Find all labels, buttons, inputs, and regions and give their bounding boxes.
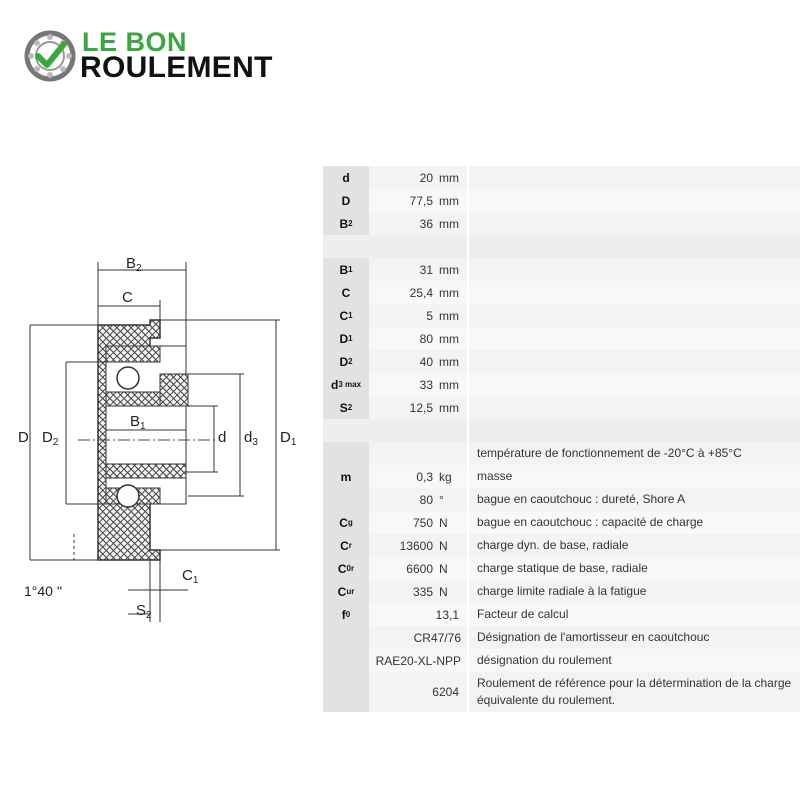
spec-unit: °: [439, 492, 444, 507]
spec-symbol-letter: B: [339, 216, 349, 231]
spec-symbol-subscript: r: [348, 541, 352, 550]
spec-value-cell: [369, 442, 467, 465]
spec-symbol-letter: S: [339, 400, 348, 415]
spec-symbol-subscript: 0r: [346, 564, 355, 573]
spec-value-cell: [369, 212, 467, 235]
spec-description: Désignation de l'amortisseur en caoutchouc: [469, 626, 800, 649]
spec-unit: mm: [439, 308, 459, 323]
spec-symbol: [323, 281, 369, 304]
spec-symbol: [323, 212, 369, 235]
spec-symbol: [323, 649, 369, 672]
spec-value-cell: [369, 189, 467, 212]
spec-row: [323, 488, 800, 511]
spec-symbol: [323, 511, 369, 534]
spec-description: [469, 373, 800, 396]
spec-description: charge dyn. de base, radiale: [469, 534, 800, 557]
spec-description: [469, 258, 800, 281]
spec-unit: mm: [439, 193, 459, 208]
spec-symbol-subscript: 1: [348, 334, 353, 343]
bearing-check-icon: [24, 30, 76, 82]
spec-unit: mm: [439, 400, 459, 415]
spec-value-cell: [369, 511, 467, 534]
spec-unit: N: [439, 561, 448, 576]
spec-value-cell: [369, 281, 467, 304]
spec-row: [323, 672, 800, 712]
spec-value-cell: [369, 396, 467, 419]
spec-unit: mm: [439, 262, 459, 277]
spec-row: [323, 373, 800, 396]
spec-value: 6204: [432, 685, 459, 699]
spec-row: [323, 419, 800, 442]
spec-row: [323, 189, 800, 212]
spec-description: charge limite radiale à la fatigue: [469, 580, 800, 603]
label-d3: $d_3$: [244, 429, 258, 448]
spec-symbol-letter: C: [339, 515, 348, 530]
spec-unit: mm: [439, 377, 459, 392]
spec-symbol-subscript: ur: [346, 587, 355, 596]
spec-value: 80: [419, 331, 433, 346]
brand-line-2: ROULEMENT: [80, 51, 273, 84]
spec-symbol: [323, 442, 369, 465]
spec-value: 12,5: [409, 400, 433, 415]
spec-unit: mm: [439, 170, 459, 185]
spec-description: [469, 304, 800, 327]
spec-value: 335: [412, 584, 433, 599]
spec-row: [323, 235, 800, 258]
spec-symbol-subscript: 3 max: [338, 380, 362, 389]
spec-value-cell: [369, 166, 467, 189]
spec-row: [323, 166, 800, 189]
label-angle: 1°40 '': [24, 583, 63, 599]
label-S2: $S_2$: [136, 602, 152, 621]
spec-symbol-letter: B: [339, 262, 349, 277]
spec-symbol-subscript: 2: [348, 219, 353, 228]
spec-symbol-letter: C: [337, 561, 347, 576]
spec-value-cell: [369, 626, 467, 649]
spec-value: 20: [419, 170, 433, 185]
spec-value: 5: [426, 308, 433, 323]
spec-symbol: [323, 235, 369, 258]
spec-row: [323, 442, 800, 465]
spec-symbol-letter: D: [339, 331, 349, 346]
spec-value-cell: [369, 580, 467, 603]
spec-value-cell: [369, 649, 467, 672]
spec-description: [469, 235, 800, 258]
spec-value-cell: [369, 672, 467, 712]
spec-symbol-letter: d: [342, 170, 350, 185]
spec-value: 13600: [399, 538, 433, 553]
spec-value-cell: [369, 350, 467, 373]
spec-row: [323, 649, 800, 672]
spec-symbol: [323, 166, 369, 189]
spec-symbol: [323, 304, 369, 327]
spec-row: [323, 327, 800, 350]
spec-row: [323, 580, 800, 603]
spec-symbol-subscript: 1: [348, 311, 353, 320]
spec-symbol-letter: C: [340, 538, 349, 553]
spec-value-cell: [369, 258, 467, 281]
spec-value: 6600: [406, 561, 433, 576]
spec-value: 31: [419, 262, 433, 277]
spec-value-cell: [369, 557, 467, 580]
label-D: D: [18, 429, 29, 446]
spec-row: [323, 511, 800, 534]
spec-row: [323, 396, 800, 419]
spec-unit: N: [439, 584, 448, 599]
spec-value: 750: [412, 515, 433, 530]
spec-symbol-subscript: 2: [348, 357, 353, 366]
bearing-cross-section-drawing: [18, 250, 318, 640]
spec-description: [469, 212, 800, 235]
spec-description: bague en caoutchouc : dureté, Shore A: [469, 488, 800, 511]
spec-symbol: [323, 603, 369, 626]
spec-unit: mm: [439, 216, 459, 231]
spec-row: [323, 626, 800, 649]
spec-row: [323, 534, 800, 557]
spec-value: 33: [419, 377, 433, 392]
brand-line-1: LE BON: [82, 27, 188, 57]
spec-symbol: [323, 672, 369, 712]
spec-symbol-subscript: 1: [348, 265, 353, 274]
spec-unit: N: [439, 538, 448, 553]
spec-description: [469, 166, 800, 189]
spec-symbol-letter: C: [337, 584, 347, 599]
spec-value: 77,5: [409, 193, 433, 208]
spec-value: RAE20-XL-NPP: [375, 653, 461, 668]
spec-unit: N: [439, 515, 448, 530]
spec-row: [323, 304, 800, 327]
spec-unit: mm: [439, 331, 459, 346]
label-d: d: [218, 429, 227, 446]
label-D1: $D_1$: [280, 429, 297, 448]
spec-value: 36: [419, 216, 433, 231]
spec-description: désignation du roulement: [469, 649, 800, 672]
spec-symbol: [323, 258, 369, 281]
spec-symbol: [323, 557, 369, 580]
spec-symbol-subscript: 0: [345, 610, 351, 619]
spec-value-cell: [369, 235, 467, 258]
spec-row: [323, 350, 800, 373]
spec-description: [469, 396, 800, 419]
spec-description: masse: [469, 465, 800, 488]
spec-description: [469, 281, 800, 304]
spec-symbol: [323, 488, 369, 511]
label-B1: $B_1$: [130, 413, 146, 432]
spec-unit: kg: [439, 469, 452, 484]
spec-description: [469, 419, 800, 442]
spec-symbol-letter: C: [341, 285, 351, 300]
spec-symbol: [323, 419, 369, 442]
spec-symbol-letter: m: [340, 469, 352, 484]
spec-row: [323, 258, 800, 281]
spec-symbol-letter: D: [341, 193, 351, 208]
spec-value-cell: [369, 465, 467, 488]
spec-symbol: [323, 373, 369, 396]
spec-description: bague en caoutchouc : capacité de charge: [469, 511, 800, 534]
spec-symbol: [323, 465, 369, 488]
spec-description: [469, 189, 800, 212]
label-C: C: [122, 289, 133, 306]
spec-row: [323, 603, 800, 626]
spec-value: 0,3: [416, 469, 433, 484]
spec-unit: mm: [439, 354, 459, 369]
spec-symbol: [323, 350, 369, 373]
spec-description: Roulement de référence pour la détermination de la charge équivalente du roulement.: [469, 672, 800, 712]
spec-symbol: [323, 580, 369, 603]
spec-symbol: [323, 189, 369, 212]
spec-value-cell: [369, 488, 467, 511]
spec-symbol-letter: C: [339, 308, 349, 323]
spec-symbol: [323, 396, 369, 419]
spec-symbol: [323, 327, 369, 350]
spec-symbol: [323, 534, 369, 557]
spec-description: [469, 350, 800, 373]
spec-symbol: [323, 626, 369, 649]
spec-value: 40: [419, 354, 433, 369]
spec-value-cell: [369, 304, 467, 327]
spec-symbol-subscript: g: [347, 518, 353, 527]
spec-value-cell: [369, 373, 467, 396]
spec-row: [323, 465, 800, 488]
spec-symbol-subscript: 2: [347, 403, 353, 412]
spec-description: température de fonctionnement de -20°C à +85°C: [469, 442, 800, 465]
spec-description: [469, 327, 800, 350]
label-C1: $C_1$: [182, 567, 199, 586]
spec-description: Facteur de calcul: [469, 603, 800, 626]
spec-description: charge statique de base, radiale: [469, 557, 800, 580]
spec-value-cell: [369, 603, 467, 626]
spec-value-cell: [369, 327, 467, 350]
spec-value-cell: [369, 419, 467, 442]
spec-value: 25,4: [409, 285, 433, 300]
label-D2: $D_2$: [42, 429, 59, 448]
spec-row: [323, 281, 800, 304]
spec-value: 80: [419, 492, 433, 507]
spec-symbol-letter: d: [330, 377, 339, 392]
spec-symbol-letter: f: [341, 607, 346, 622]
brand-logo: [24, 28, 304, 84]
spec-row: [323, 557, 800, 580]
spec-value: CR47/76: [413, 630, 461, 645]
spec-unit: mm: [439, 285, 459, 300]
spec-row: [323, 212, 800, 235]
spec-value-cell: [369, 534, 467, 557]
spec-value: 13,1: [435, 607, 459, 622]
specifications-table: [323, 166, 800, 712]
spec-symbol-letter: D: [339, 354, 349, 369]
label-B2: $B_2$: [126, 255, 142, 274]
